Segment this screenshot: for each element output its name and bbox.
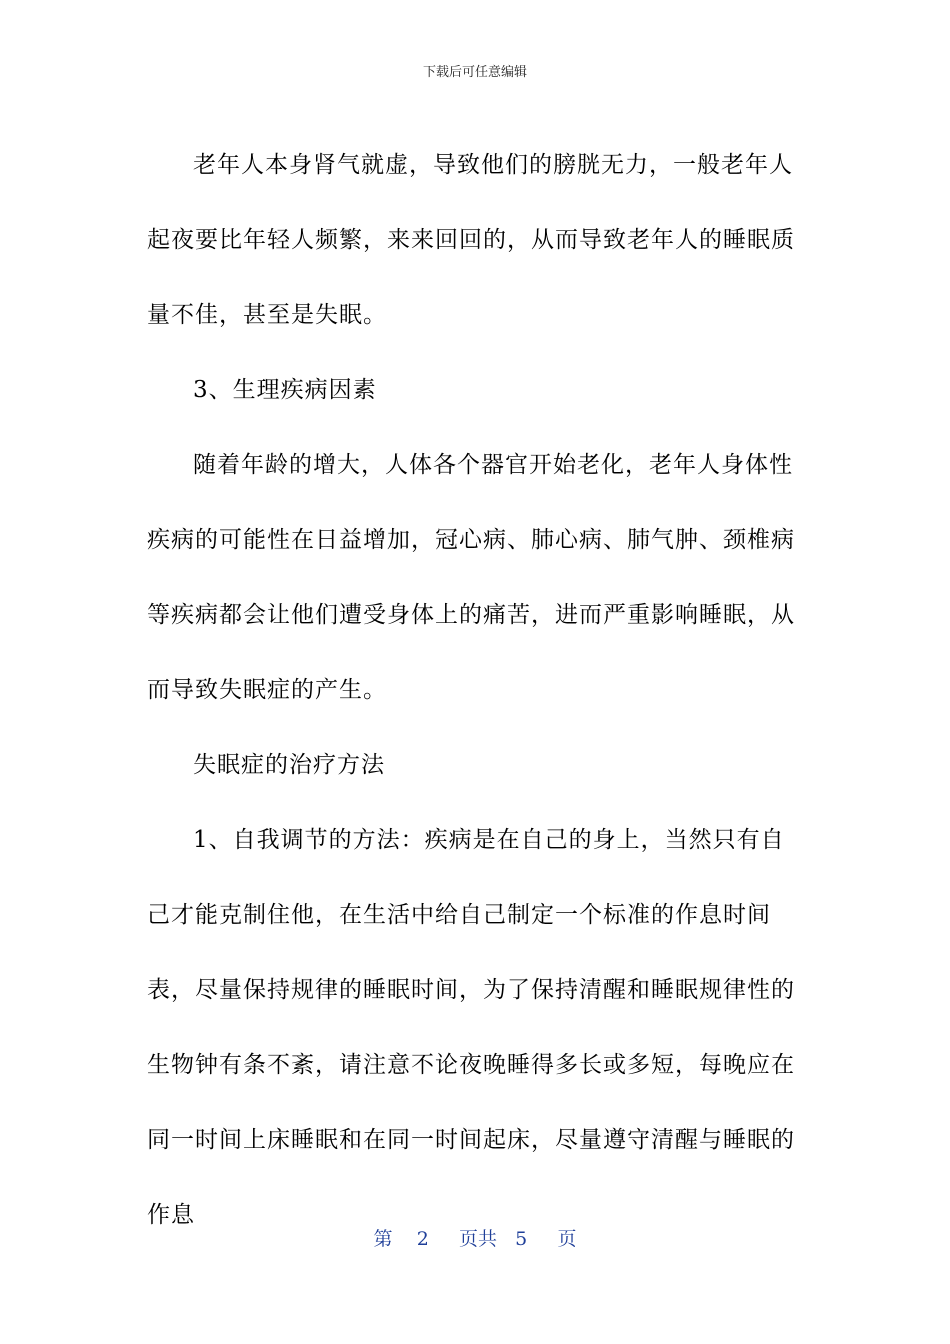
page-header-note: 下载后可任意编辑	[422, 65, 527, 80]
document-body	[147, 128, 807, 1253]
footer-page-middle: 页共	[459, 1228, 498, 1250]
page-footer	[0, 1226, 950, 1252]
paragraph-aging-disease: 随着年龄的增大，人体各个器官开始老化，老年人身体性疾病的可能性在日益增加，冠心病、肺心病、肺气肿、颈椎病等疾病都会让他们遭受身体上的痛苦，进而严重影响睡眠，从而导致失眠症的产生。	[147, 452, 795, 703]
heading-insomnia-treatment: 失眠症的治疗方法	[193, 752, 385, 778]
paragraph-elderly-kidney: 老年人本身肾气就虚，导致他们的膀胱无力，一般老年人起夜要比年轻人频繁，来来回回的，从而导致老年人的睡眠质量不佳，甚至是失眠。	[147, 152, 795, 328]
footer-page-prefix: 第	[373, 1228, 393, 1250]
footer-current-page: 2	[416, 1228, 429, 1250]
heading-physiological-disease: 3、生理疾病因素	[193, 377, 377, 403]
paragraph-self-regulation: 1、自我调节的方法：疾病是在自己的身上，当然只有自己才能克制住他，在生活中给自己制定一个标准的作息时间表，尽量保持规律的睡眠时间，为了保持清醒和睡眠规律性的生物钟有条不紊，请注意不论夜晚睡得多长或多短，每晚应在同一时间上床睡眠和在同一时间起床，尽量遵守清醒与睡眠的作息	[147, 827, 795, 1228]
footer-total-pages: 5	[515, 1228, 528, 1250]
footer-page-suffix: 页	[557, 1228, 577, 1250]
